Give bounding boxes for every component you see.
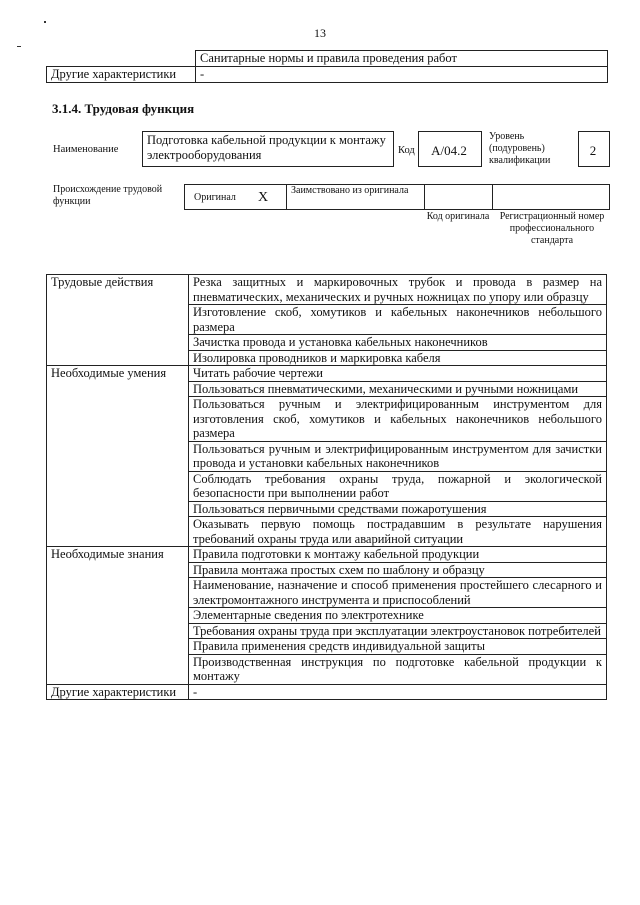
borrowed-label: Заимствовано из оригинала <box>291 185 409 196</box>
table-row <box>47 684 607 700</box>
table-cell: Правила применения средств индивидуальной защиты <box>189 639 607 655</box>
level-value: 2 <box>589 143 597 158</box>
group-label: Другие характеристики <box>47 684 189 700</box>
table-cell: Правила монтажа простых схем по шаблону и образцу <box>189 562 607 578</box>
table-cell: Наименование, назначение и способ применения простейшего слесарного и электромонтажного инструмента и приспособлений <box>189 578 607 608</box>
original-mark: X <box>258 190 269 205</box>
table-cell: Пользоваться ручным и электрифицированным инструментом для изготовления скоб, хомутиков и кабельных наконечников небольшого размера <box>189 397 607 442</box>
origin-divider <box>424 184 425 209</box>
continuation-table <box>46 50 608 83</box>
name-label: Наименование <box>53 144 119 155</box>
table-cell: - <box>189 684 607 700</box>
group-label: Трудовые действия <box>47 275 189 366</box>
table-cell: Изготовление скоб, хомутиков и кабельных наконечников небольшого размера <box>189 305 607 335</box>
table-row <box>47 51 608 67</box>
origin-label: Происхождение трудовой функции <box>53 184 163 207</box>
table-cell: Пользоваться первичными средствами пожаротушения <box>189 501 607 517</box>
table-cell: Пользоваться ручным и электрифицированным инструментом для зачистки провода и установки кабельных наконечников <box>189 441 607 471</box>
table-row <box>47 275 607 305</box>
row-value: - <box>196 67 608 83</box>
table-cell: Оказывать первую помощь пострадавшим в результате нарушения требований охраны труда или аварийной ситуации <box>189 517 607 547</box>
code-value: A/04.2 <box>431 143 467 158</box>
labor-function-table <box>46 274 607 700</box>
table-cell: Резка защитных и маркировочных трубок и провода в размер на пневматических, механических и ручных ножницах по упору или образцу <box>189 275 607 305</box>
registration-caption: Регистрационный номер профессионального стандарта <box>499 211 605 246</box>
name-value: Подготовка кабельной продукции к монтажу электрооборудования <box>147 133 386 162</box>
table-row <box>47 547 607 563</box>
page-number: 13 <box>314 26 326 40</box>
table-cell: Пользоваться пневматическими, механическими и ручными ножницами <box>189 381 607 397</box>
table-row <box>47 366 607 382</box>
table-cell: Элементарные сведения по электротехнике <box>189 608 607 624</box>
table-cell: Правила подготовки к монтажу кабельной продукции <box>189 547 607 563</box>
original-label: Оригинал <box>194 192 236 203</box>
level-label: Уровень (подуровень) квалификации <box>489 131 551 166</box>
section-title: 3.1.4. Трудовая функция <box>52 101 195 116</box>
origin-divider <box>492 184 493 209</box>
table-cell: Изолировка проводников и маркировка кабеля <box>189 350 607 366</box>
table-cell: Зачистка провода и установка кабельных наконечников <box>189 335 607 351</box>
scan-mark <box>17 46 21 47</box>
table-cell: Производственная инструкция по подготовке кабельной продукции к монтажу <box>189 654 607 684</box>
group-label: Необходимые знания <box>47 547 189 685</box>
scan-mark <box>44 21 46 23</box>
group-label: Необходимые умения <box>47 366 189 547</box>
row-value: Санитарные нормы и правила проведения работ <box>196 51 608 67</box>
table-cell: Читать рабочие чертежи <box>189 366 607 382</box>
row-label <box>47 51 196 67</box>
origin-divider <box>286 184 287 209</box>
code-label: Код <box>398 145 415 156</box>
table-cell: Соблюдать требования охраны труда, пожарной и экологической безопасности при выполнении работ <box>189 471 607 501</box>
code-original-caption: Код оригинала <box>426 211 490 222</box>
table-row <box>47 67 608 83</box>
table-cell: Требования охраны труда при эксплуатации электроустановок потребителей <box>189 623 607 639</box>
row-label: Другие характеристики <box>47 67 196 83</box>
